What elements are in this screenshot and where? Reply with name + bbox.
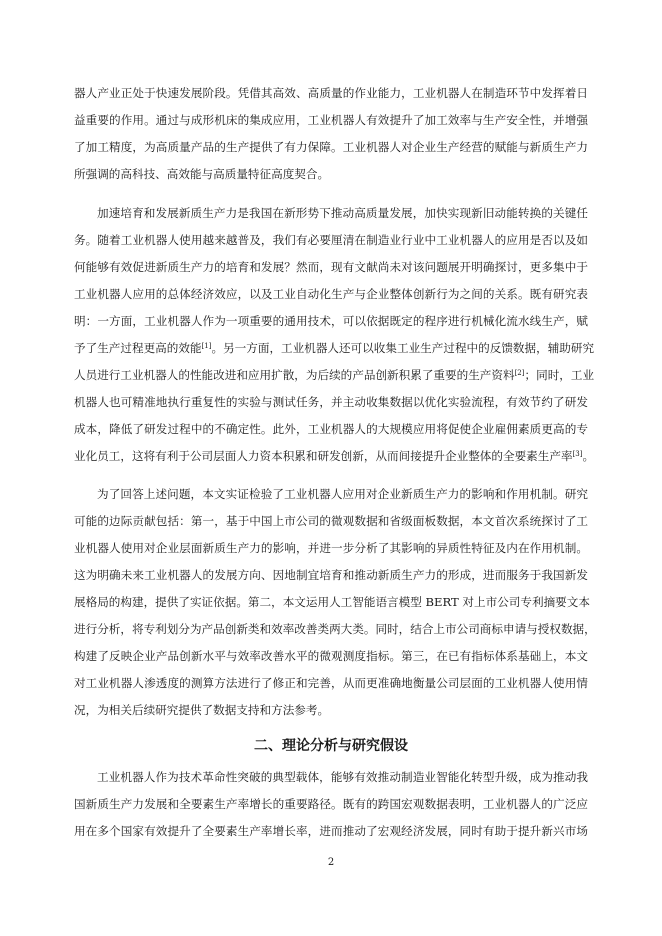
text-line: 这为明确未来工业机器人的发展方向、因地制宜培育和推动新质生产力的形成，进而服务于我国新发 [74, 568, 588, 582]
text-line: 国新质生产力发展和全要素生产率增长的重要路径。既有的跨国宏观数据表明，工业机器人的广泛应 [74, 797, 588, 811]
text-line: 明：一方面，工业机器人作为一项重要的通用技术，可以依据既定的程序进行机械化流水线生产，赋 [74, 314, 588, 328]
text-line [74, 443, 595, 470]
citation-ref: [1] [201, 342, 212, 350]
paragraph-4 [74, 764, 588, 845]
text-segment: 。 [582, 449, 595, 463]
text-segment: ；同时，工业 [524, 368, 595, 382]
paragraph-1 [74, 80, 588, 188]
text-line: 了加工精度，为高质量产品的生产提供了有力保障。工业机器人对企业生产经营的赋能与新质生产力 [74, 140, 588, 154]
text-line: 为了回答上述问题，本文实证检验了工业机器人应用对企业新质生产力的影响和作用机制。研究 [97, 487, 588, 501]
citation-ref: [3] [572, 450, 583, 458]
text-line: 所强调的高科技、高效能与高质量特征高度契合。 [74, 167, 330, 181]
text-line: 可能的边际贡献包括：第一，基于中国上市公司的微观数据和省级面板数据，本文首次系统探讨了工 [74, 514, 588, 528]
paragraph-2 [74, 200, 595, 470]
text-line: 对工业机器人渗透度的测算方法进行了修正和完善，从而更准确地衡量公司层面的工业机器人使用情 [74, 676, 588, 690]
text-line: 机器人也可精准地执行重复性的实验与测试任务，并主动收集数据以优化实验流程，有效节约了研发 [74, 395, 588, 409]
text-line: 成本，降低了研发过程中的不确定性。此外，工业机器人的大规模应用将促使企业雇佣素质更高的专 [74, 422, 588, 436]
citation-ref: [2] [514, 369, 525, 377]
text-line: 构建了反映企业产品创新水平与效率改善水平的微观测度指标。第三，在已有指标体系基础上，本文 [74, 649, 588, 663]
text-segment: 予了生产过程更高的效能 [74, 341, 202, 355]
text-line: 用在多个国家有效提升了全要素生产率增长率，进而推动了宏观经济发展，同时有助于提升新兴市场 [74, 824, 588, 838]
text-line: 业机器人使用对企业层面新质生产力的影响，并进一步分析了其影响的异质性特征及内在作用机制。 [74, 541, 588, 555]
text-segment: 。另一方面，工业机器人还可以收集工业生产过程中的反馈数据，辅助研究 [211, 341, 595, 355]
text-line: 进行分析，将专利划分为产品创新类和效率改善类两大类。同时，结合上市公司商标申请与授权数据， [74, 622, 596, 636]
text-line: 务。随着工业机器人使用越来越普及，我们有必要厘清在制造业行业中工业机器人的应用是否以及如 [74, 233, 588, 247]
paragraph-3 [74, 481, 596, 724]
text-line: 工业机器人应用的总体经济效应，以及工业自动化生产与企业整体创新行为之间的关系。既有研究表 [74, 287, 588, 301]
text-line: 器人产业正处于快速发展阶段。凭借其高效、高质量的作业能力，工业机器人在制造环节中发挥着日 [74, 86, 588, 100]
text-segment: 人员进行工业机器人的性能改进和应用扩散，为后续的产品创新积累了重要的生产资料 [74, 368, 515, 382]
page-number: 2 [327, 857, 335, 868]
text-line: 况，为相关后续研究提供了数据支持和方法参考。 [74, 703, 330, 717]
text-line: 展格局的构建，提供了实证依据。第二，本文运用人工智能语言模型 BERT 对上市公司专利摘要文本 [74, 595, 590, 609]
text-line: 何能够有效促进新质生产力的培育和发展？然而，现有文献尚未对该问题展开明确探讨，更多集中于 [74, 260, 588, 274]
text-line: 益重要的作用。通过与成形机床的集成应用，工业机器人有效提升了加工效率与生产安全性，并增强 [74, 113, 588, 127]
text-line: 加速培育和发展新质生产力是我国在新形势下推动高质量发展，加快实现新旧动能转换的关键任 [97, 206, 588, 220]
section-heading: 二、理论分析与研究假设 [254, 738, 408, 754]
text-line [74, 362, 595, 389]
text-line [74, 335, 595, 362]
text-segment: 业化员工，这将有利于公司层面人力资本积累和研发创新，从而间接提升企业整体的全要素生产率 [74, 449, 573, 463]
text-line: 工业机器人作为技术革命性突破的典型载体，能够有效推动制造业智能化转型升级，成为推动我 [97, 770, 588, 784]
